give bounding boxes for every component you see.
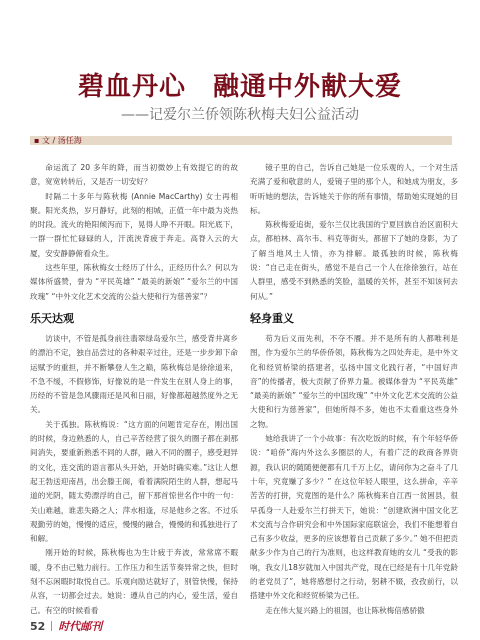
page-number: 52 bbox=[30, 619, 46, 633]
magazine-logo: 时代邮刊 bbox=[58, 620, 103, 633]
paragraph: 刚开始的时候，陈秋梅也为生计疲于奔波，常常席不暇暖，身不由己勉力前行。工作压力和生活节奏异常之快，但时刻不忘闲暇时取悦自己。乐观向励达就好了，别管快慢，保持从容，一切都会过去。她说：遵从自己的内心，爱生活，爱自己。有空的时候看看 bbox=[30, 548, 238, 615]
paragraph: 她给我讲了一个小故事：有次吃饭的时候，有个年轻华侨说：“咱侨”海内外这么多圈层的人，有着广泛的政商各界资源，我认识的随随便便都有几千万上亿，请问你为之奋斗了几十年，究竟赚了多少？” 在这位年轻人眼里，这么拼命，辛辛苦苦的打拼，究竟图的是什么？陈秋梅来自江西一贫困县，很早孤身一人赴爱尔兰打拼天下，她说：“创建欧洲中国文化艺术交流与合作研究会和中外国际家庭联谊会，我们不能想着自己有多少收益，更多的应该想着自己贡献了多少。” 她不但把贡献多少作为自己的行为准则，也这样教育她的女儿 “受我的影响，我女儿18岁就加入中国共产党，现在已经是有十几年党龄的老党员了”，她将感想付之行动，躬耕不辍，孜孜前行，以搭建中外文化和经贸桥梁为己任。 bbox=[250, 434, 458, 601]
byline-bar bbox=[30, 136, 452, 145]
paragraph: 命运流了 20 多年的降，而当初微妙上有效提它的的故意，宽宽转转后，又是否一切安好？ bbox=[30, 163, 238, 187]
left-column bbox=[30, 161, 238, 618]
byline: ▪ 文 / 汤任海 bbox=[34, 136, 82, 145]
article-subtitle: ——记爱尔兰侨领陈秋梅夫妇公益活动 bbox=[121, 107, 359, 123]
paragraph: 时隔二十多年与陈秋梅 (Annie MacCarthy) 女士再相聚。阳光炙热，岁月静好，此刻的相城，正值一年中最为炎热的时段。流火的艳阳倾泻而下，晃得人睁不开眼。阳光底下，一群一群忙忙碌碌的人，汗流浃背疲于奔走。高脊入云的大厦，安安静静俯看众生。 bbox=[30, 191, 238, 258]
footer-divider bbox=[51, 621, 52, 631]
article-title: 碧血丹心 融通中外献大爱 bbox=[77, 72, 402, 102]
section-heading: 轻身重义 bbox=[250, 311, 294, 325]
paragraph: 镜子里的自己，告诉自己她是一位乐观的人，一个对生活充满了爱和敬意的人，爱镜子里的那个人，和她成为朋友，多听听她的想法，告诉她关于你的所有事情，帮助她实现她的目标。 bbox=[250, 163, 458, 215]
paragraph: 走在伟大复兴路上的祖国，也让陈秋梅倍感骄傲 bbox=[265, 605, 425, 615]
paragraph: 访谈中，不管是孤身前往翡翠绿岛爱尔兰，感受背井离乡的漂泊不定，独自品尝过的各种艰辛过往，还是一步步卸下命运赋予的重担，并不断攀登人生之巅，陈秋梅总是徐徐道来，不急不缓，不假修饰，好像说的是一件发生在别人身上的事，历经的不管是急风骤雨还是风和日丽，好像都超越然度外之无关。 bbox=[30, 333, 238, 415]
paragraph: 这些年里，陈秋梅女士经历了什么，正经历什么？何以为媒体所盛赞，誉为 “平民英雄” “最美的新娘” “爱尔兰的中国玫瑰” “中外文化艺术交流的公益大使和行为慈善家”？ bbox=[30, 263, 238, 301]
paragraph: 陈秋梅爱追街，爱尔兰仅比我国的宁夏回族自治区面积大点，都柏林、高尔韦、科克等街头，都留下了她的身影，为了了解当地风土人情，亦为排解。最孤独的时候，陈秋梅说：“自己走在街头，感觉不是自己一个人在徐徐独行，站在人群里，感受不到熟悉的笑脸，温暖的关怀，甚至不知该何去何从。” bbox=[250, 220, 458, 301]
paragraph: 苟为后义而先利，不夺不餍。并不是所有的人都唯利是图，作为爱尔兰的华侨侨领，陈秋梅为之四处奔走，是中外文化和经贸桥梁的搭建者，弘扬中国文化践行者，“中国好声音”的传播者，极大贡献了侨界力量。被媒体誉为 “平民英雄” “最美的新娘” “爱尔兰的中国玫瑰” “中外文化艺术交流的公益大使和行为慈善家”，但她所得不多，她也不太看重这些身外之物。 bbox=[250, 333, 458, 429]
right-column bbox=[250, 161, 458, 618]
section-heading: 乐天达观 bbox=[30, 311, 74, 325]
page-footer bbox=[30, 618, 102, 634]
paragraph: 关于孤独。陈秋梅说：“这方面的问题肯定存在，刚出国的时候，身边熟悉的人，自己辛苦经营了很久的圈子都在刹那间消失，要重新熟悉不同的人群，融入不同的圈子，感受迥异的文化，连交流的语言都从头开始，开始时确实难。”这让人想起王勃送迎南昌，出会滕王阁，看着满院陌生的人群，想起马道的光阴，随太势漂浮的自己，留下那首惊世名作中的一句：关山难越，谁悲失路之人；萍水相逢，尽是他乡之客。不过乐观勤劳的她，慢慢的适应，慢慢的融合，慢慢的和孤独进行了和解。 bbox=[30, 419, 238, 544]
